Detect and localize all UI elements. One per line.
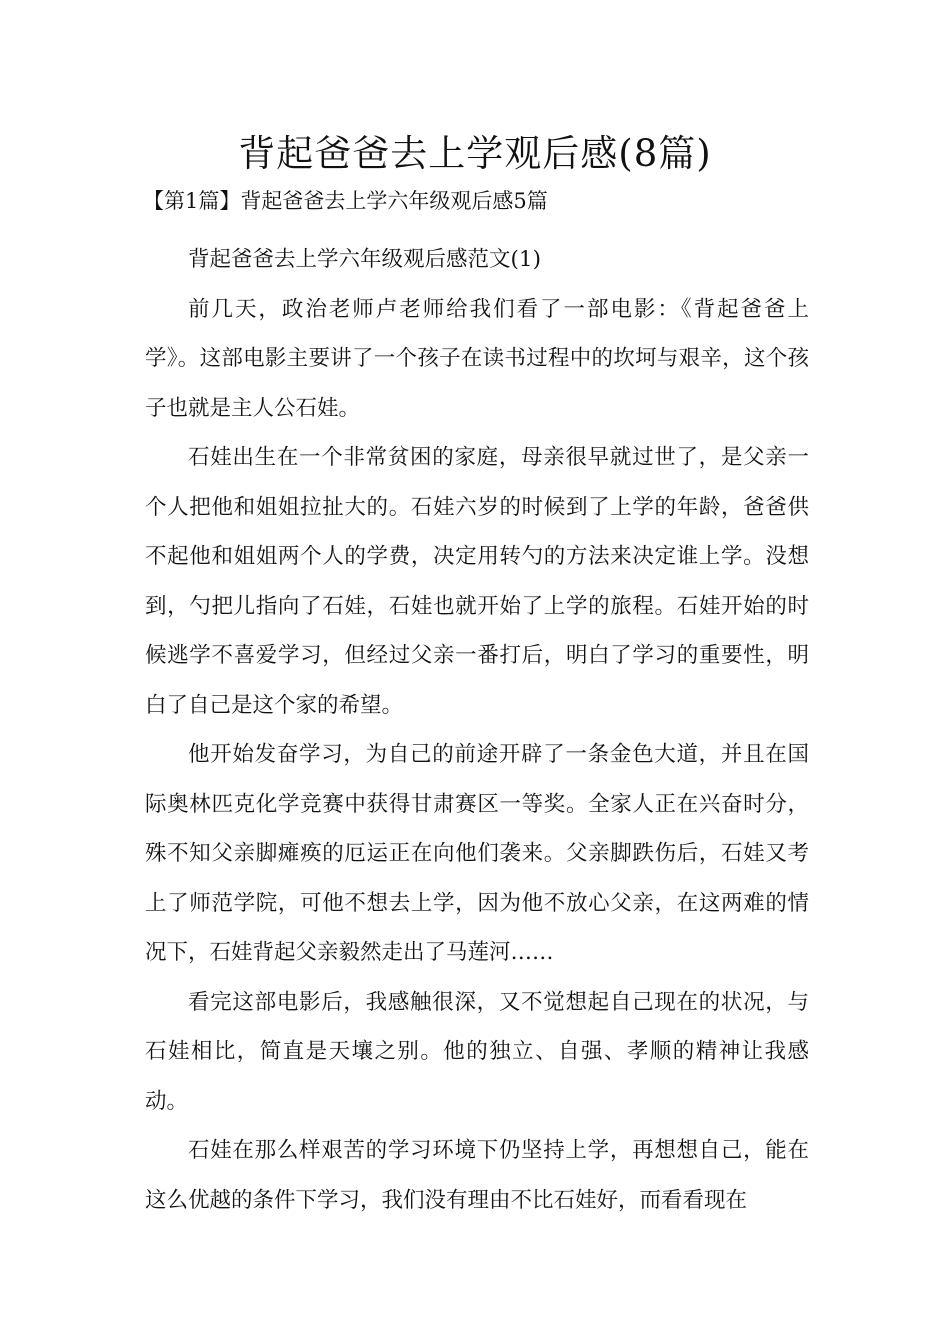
paragraph-subtitle: 背起爸爸去上学六年级观后感范文(1) xyxy=(188,247,541,272)
paragraph-5: 石娃在那么样艰苦的学习环境下仍坚持上学，再想想自己，能在这么优越的条件下学习，我们没有理由不比石娃好，而看看现在 xyxy=(145,1138,809,1213)
paragraph-1: 前几天，政治老师卢老师给我们看了一部电影：《背起爸爸上学》。这部电影主要讲了一个孩子在读书过程中的坎坷与艰辛，这个孩子也就是主人公石娃。 xyxy=(145,296,809,421)
document-title: 背起爸爸去上学观后感(8篇) xyxy=(238,132,712,175)
paragraph-2: 石娃出生在一个非常贫困的家庭，母亲很早就过世了，是父亲一个人把他和姐姐拉扯大的。石娃六岁的时候到了上学的年龄，爸爸供不起他和姐姐两个人的学费，决定用转勺的方法来决定谁上学。没想到，勺把儿指向了石娃，石娃也就开始了上学的旅程。石娃开始的时候逃学不喜爱学习，但经过父亲一番打后，明白了学习的重要性，明白了自己是这个家的希望。 xyxy=(145,445,809,718)
paragraph-3: 他开始发奋学习，为自己的前途开辟了一条金色大道，并且在国际奥林匹克化学竞赛中获得甘肃赛区一等奖。全家人正在兴奋时分，殊不知父亲脚瘫痪的厄运正在向他们袭来。父亲脚跌伤后，石娃又考上了师范学院，可他不想去上学，因为他不放心父亲，在这两难的情况下，石娃背起父亲毅然走出了马莲河…… xyxy=(145,742,809,965)
document-body xyxy=(145,235,809,1225)
section-heading: 【第1篇】背起爸爸去上学六年级观后感5篇 xyxy=(143,189,548,213)
paragraph-4: 看完这部电影后，我感触很深，又不觉想起自己现在的状况，与石娃相比，简直是天壤之别。他的独立、自强、孝顺的精神让我感动。 xyxy=(145,989,809,1114)
